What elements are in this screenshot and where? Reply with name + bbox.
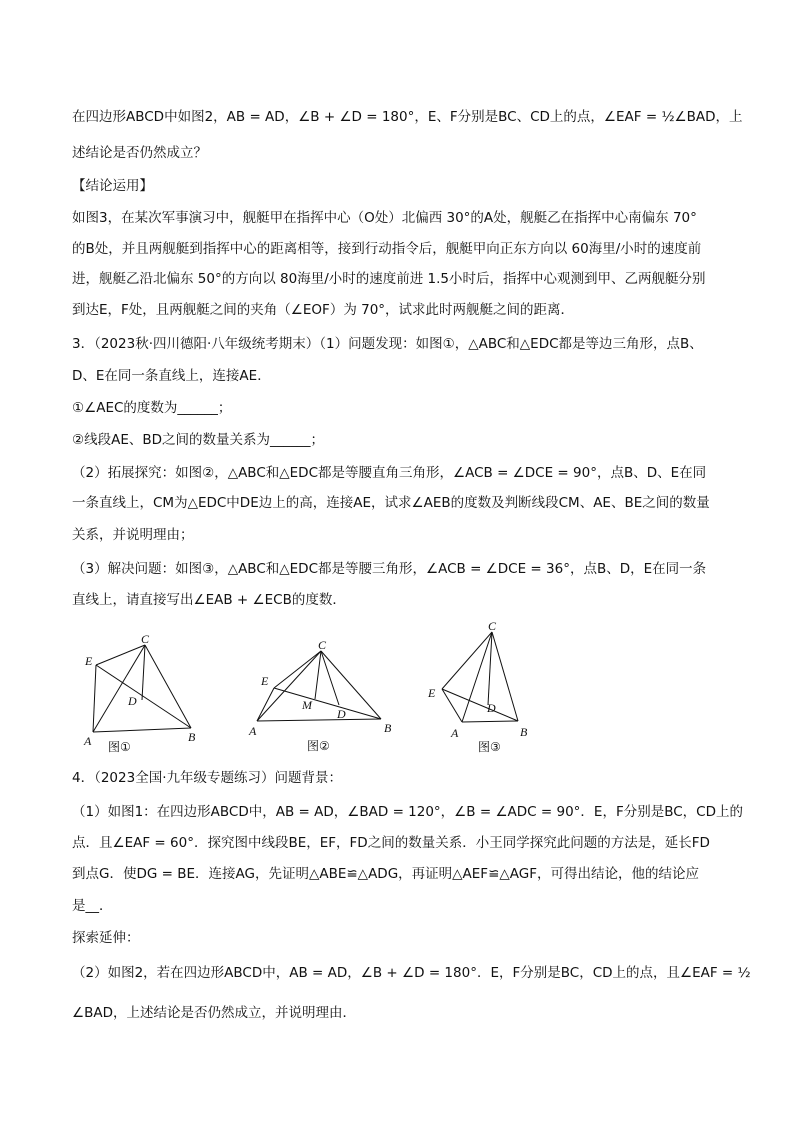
fig2-label-a: A: [249, 724, 257, 738]
p2-line3: 如图3，在某次军事演习中，舰艇甲在指挥中心（O处）北偏西 30°的A处，舰艇乙在指挥中心南偏东 70°: [72, 210, 697, 226]
p2-line2: 述结论是否仍然成立？: [72, 145, 207, 161]
p2-line5: 进，舰艇乙沿北偏东 50°的方向以 80海里/小时的速度前进 1.5小时后，指挥中心观测到甲、乙两舰艇分别: [72, 271, 706, 287]
p3-line4: ②线段AE、BD之间的数量关系为______；: [72, 432, 325, 448]
fig2-label-c: C: [318, 638, 327, 652]
p3-line8: （3）解决问题：如图③，△ABC和△EDC都是等腰三角形，∠ACB = ∠DCE = 36°，点B、D，E在同一条: [72, 561, 707, 577]
fig2-caption: 图②: [307, 739, 330, 753]
p4-line2: （1）如图1：在四边形ABCD中，AB = AD，∠BAD = 120°，∠B = ∠ADC = 90°．E，F分别是BC，CD上的: [72, 804, 743, 820]
fig3-label-d: D: [487, 701, 496, 715]
p4-line4: 到点G．使DG = BE．连接AG，先证明△ABE≌△ADG，再证明△AEF≌△AGF，可得出结论，他的结论应: [72, 866, 699, 882]
p3-line5: （2）拓展探究：如图②，△ABC和△EDC都是等腰直角三角形，∠ACB = ∠DCE = 90°，点B、D、E在同: [72, 465, 707, 481]
p3-line6: 一条直线上，CM为△EDC中DE边上的高，连接AE，试求∠AEB的度数及判断线段CM、AE、BE之间的数量: [72, 495, 710, 511]
fig3-label-c: C: [488, 619, 497, 633]
fig2-label-e: E: [261, 674, 269, 688]
p4-line3: 点．且∠EAF = 60°．探究图中线段BE，EF，FD之间的数量关系．小王同学探究此问题的方法是，延长FD: [72, 835, 710, 851]
fig1-label-c: C: [141, 632, 150, 646]
fig2-label-b: B: [384, 721, 392, 735]
p3-line2: D、E在同一条直线上，连接AE．: [72, 368, 271, 384]
fig1-label-b: B: [188, 730, 196, 744]
p4-line6: 探索延伸：: [72, 930, 140, 946]
fig1-caption: 图①: [108, 740, 131, 754]
fig1-label-d: D: [128, 694, 137, 708]
figure-1: [78, 628, 208, 756]
p4-line8: ∠BAD，上述结论是否仍然成立，并说明理由．: [72, 1005, 356, 1021]
p2-section-heading: 【结论运用】: [72, 178, 153, 194]
fig3-label-a: A: [451, 726, 459, 740]
p4-line7: （2）如图2，若在四边形ABCD中，AB = AD，∠B + ∠D = 180°．E，F分别是BC，CD上的点，且∠EAF = ½: [72, 965, 751, 981]
figure-3: [422, 617, 537, 757]
fig2-label-m: M: [302, 698, 312, 712]
p2-line1: 在四边形ABCD中如图2，AB = AD，∠B + ∠D = 180°，E、F分别是BC、CD上的点，∠EAF = ½∠BAD，上: [72, 109, 743, 125]
p3-line7: 关系，并说明理由；: [72, 527, 194, 543]
p3-line3: ①∠AEC的度数为______；: [72, 400, 232, 416]
p2-line6: 到达E，F处，且两舰艇之间的夹角（∠EOF）为 70°，试求此时两舰艇之间的距离．: [72, 302, 575, 318]
p3-line9: 直线上，请直接写出∠EAB + ∠ECB的度数．: [72, 592, 346, 608]
p4-line1: 4．（2023全国·九年级专题练习）问题背景：: [72, 770, 342, 786]
fig1-label-a: A: [84, 734, 92, 748]
fig3-caption: 图③: [478, 740, 501, 754]
fig2-label-d: D: [337, 707, 346, 721]
fig3-label-e: E: [428, 686, 436, 700]
figure-2: [244, 638, 399, 756]
p4-line5: 是__．: [72, 898, 113, 914]
fig3-label-b: B: [520, 725, 528, 739]
fig1-label-e: E: [85, 654, 93, 668]
p2-line4: 的B处，并且两舰艇到指挥中心的距离相等，接到行动指令后，舰艇甲向正东方向以 60海里/小时的速度前: [72, 241, 702, 257]
p3-line1: 3．（2023秋·四川德阳·八年级统考期末）（1）问题发现：如图①，△ABC和△EDC都是等边三角形，点B、: [72, 336, 703, 352]
